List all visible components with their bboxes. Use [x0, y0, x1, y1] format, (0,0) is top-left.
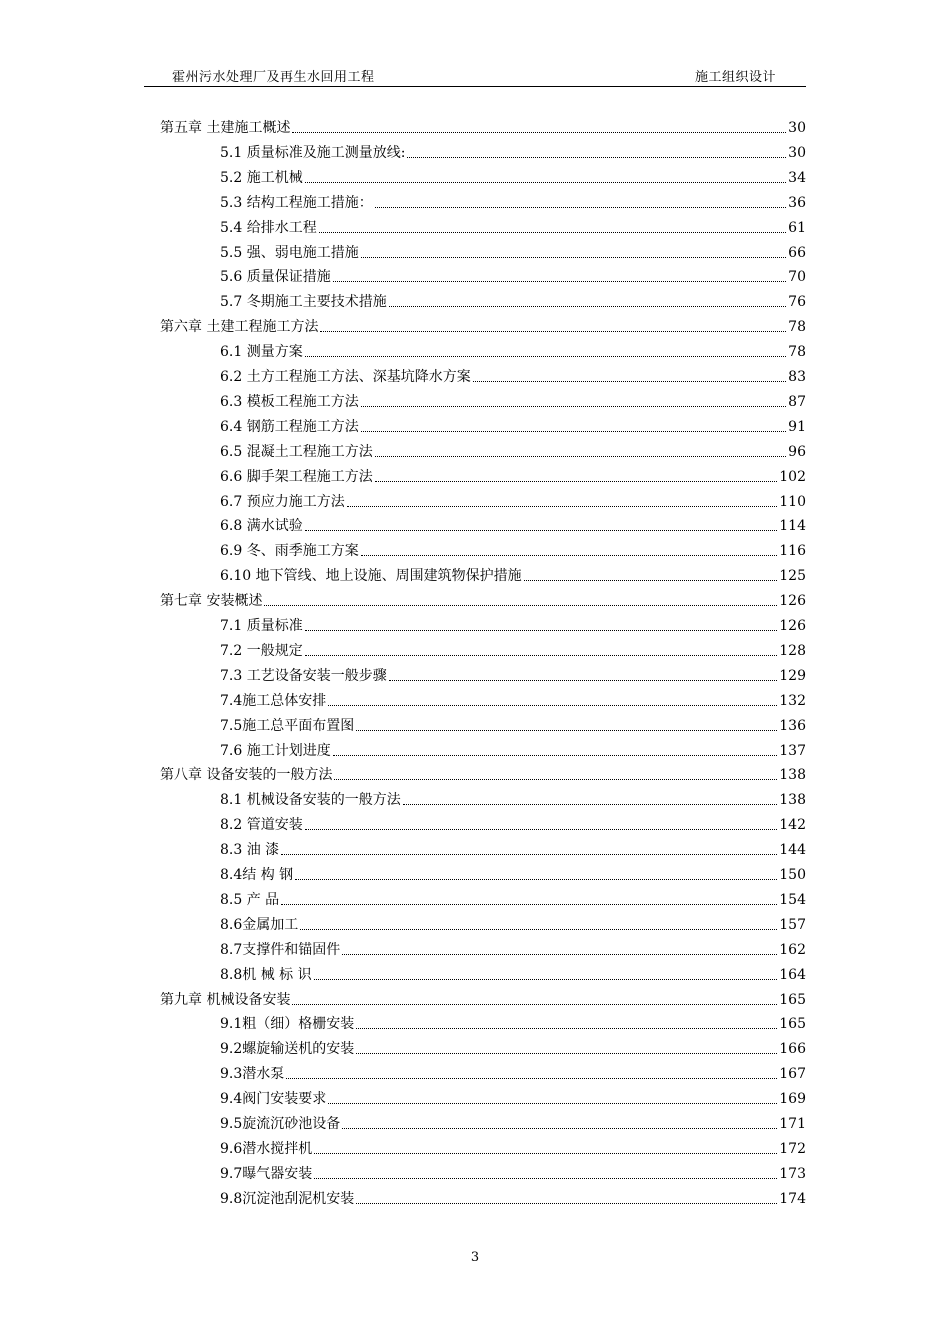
toc-section-entry[interactable]: [220, 914, 806, 934]
toc-section-entry[interactable]: [220, 291, 806, 311]
toc-dot-leader: [389, 306, 786, 307]
toc-dot-leader: [403, 804, 778, 805]
toc-entry-label: 9.7曝气器安装: [220, 1165, 313, 1182]
toc-entry-page: 61: [788, 219, 806, 236]
toc-entry-label: 9.4阀门安装要求: [220, 1091, 327, 1108]
toc-entry-label: 7.1 质量标准: [220, 618, 303, 634]
toc-dot-leader: [320, 331, 786, 332]
toc-entry-label: 8.8机 械 标 识: [220, 966, 312, 983]
toc-section-entry[interactable]: [220, 466, 806, 486]
toc-entry-label: 6.1 测量方案: [220, 344, 303, 361]
toc-section-entry[interactable]: [220, 715, 806, 735]
toc-entry-page: 165: [779, 991, 806, 1008]
toc-entry-label: 第五章 土建施工概述: [160, 120, 291, 136]
toc-entry-label: 5.5 强、弱电施工措施: [220, 244, 359, 261]
toc-entry-page: 162: [779, 941, 806, 958]
toc-entry-page: 142: [779, 817, 806, 834]
toc-entry-page: 87: [788, 393, 806, 410]
toc-dot-leader: [473, 381, 786, 382]
toc-section-entry[interactable]: [220, 242, 806, 262]
toc-entry-label: 7.3 工艺设备安装一般步骤: [220, 667, 387, 684]
toc-entry-label: 8.3 油 漆: [220, 842, 280, 859]
toc-dot-leader: [356, 730, 777, 731]
toc-entry-label: 6.10 地下管线、地上设施、周围建筑物保护措施: [220, 568, 522, 585]
toc-entry-label: 6.2 土方工程施工方法、深基坑降水方案: [220, 369, 471, 385]
toc-entry-page: 126: [779, 618, 806, 634]
toc-section-entry[interactable]: [220, 1063, 806, 1083]
toc-entry-page: 76: [788, 294, 806, 311]
toc-entry-label: 6.4 钢筋工程施工方法: [220, 418, 359, 435]
toc-section-entry[interactable]: [220, 142, 806, 162]
toc-dot-leader: [305, 829, 778, 830]
toc-entry-label: 7.5施工总平面布置图: [220, 717, 355, 734]
page-number: 3: [470, 1250, 480, 1265]
toc-entry-label: 9.8沉淀池刮泥机安装: [220, 1190, 355, 1207]
toc-dot-leader: [314, 979, 778, 980]
toc-section-entry[interactable]: [220, 1038, 806, 1058]
toc-dot-leader: [334, 779, 777, 780]
toc-entry-page: 144: [779, 842, 806, 859]
toc-dot-leader: [361, 555, 778, 556]
toc-section-entry[interactable]: [220, 814, 806, 834]
toc-dot-leader: [281, 904, 777, 905]
toc-entry-page: 70: [788, 269, 806, 286]
toc-dot-leader: [375, 481, 778, 482]
toc-section-entry[interactable]: [220, 1013, 806, 1033]
toc-section-entry[interactable]: [220, 565, 806, 585]
toc-dot-leader: [375, 456, 786, 457]
toc-entry-label: 5.4 给排水工程: [220, 219, 317, 236]
toc-entry-page: 116: [779, 543, 806, 560]
toc-dot-leader: [389, 680, 778, 681]
toc-entry-page: 83: [788, 369, 806, 385]
document-type: 施工组织设计: [694, 70, 776, 85]
toc-dot-leader: [305, 356, 786, 357]
toc-chapter-entry[interactable]: [160, 764, 806, 784]
toc-section-entry[interactable]: [220, 615, 806, 635]
toc-entry-label: 8.2 管道安装: [220, 817, 303, 834]
toc-entry-label: 5.7 冬期施工主要技术措施: [220, 294, 387, 311]
toc-entry-page: 136: [779, 717, 806, 734]
toc-dot-leader: [375, 207, 786, 208]
toc-entry-page: 30: [788, 120, 806, 136]
toc-entry-label: 9.6潜水搅拌机: [220, 1140, 313, 1157]
toc-entry-page: 167: [779, 1066, 806, 1083]
toc-entry-label: 7.6 施工计划进度: [220, 742, 331, 759]
toc-dot-leader: [328, 1103, 777, 1104]
toc-entry-page: 36: [788, 194, 806, 211]
toc-entry-page: 110: [779, 493, 806, 510]
toc-entry-page: 126: [779, 593, 806, 610]
toc-dot-leader: [328, 705, 777, 706]
toc-entry-page: 166: [779, 1041, 806, 1058]
toc-entry-label: 第八章 设备安装的一般方法: [160, 767, 333, 784]
toc-dot-leader: [333, 755, 778, 756]
toc-entry-label: 5.3 结构工程施工措施：: [220, 194, 373, 211]
toc-entry-label: 第六章 土建工程施工方法: [160, 319, 319, 336]
toc-entry-label: 8.6金属加工: [220, 916, 299, 933]
toc-dot-leader: [314, 1153, 777, 1154]
toc-section-entry[interactable]: [220, 341, 806, 361]
toc-section-entry[interactable]: [220, 266, 806, 286]
toc-section-entry[interactable]: [220, 416, 806, 436]
toc-dot-leader: [292, 1004, 777, 1005]
toc-entry-page: 174: [779, 1190, 806, 1207]
toc-section-entry[interactable]: [220, 167, 806, 187]
toc-section-entry[interactable]: [220, 366, 806, 386]
toc-entry-page: 114: [779, 518, 806, 535]
toc-entry-label: 9.2螺旋输送机的安装: [220, 1041, 355, 1058]
toc-dot-leader: [305, 630, 778, 631]
toc-dot-leader: [286, 1078, 777, 1079]
toc-section-entry[interactable]: [220, 515, 806, 535]
toc-entry-page: 78: [788, 319, 806, 336]
toc-entry-page: 132: [779, 692, 806, 709]
project-title: 霍州污水处理厂及再生水回用工程: [172, 70, 375, 85]
toc-section-entry[interactable]: [220, 1113, 806, 1133]
toc-entry-label: 8.4结 构 钢: [220, 867, 294, 883]
toc-entry-page: 78: [788, 344, 806, 361]
toc-entry-page: 138: [779, 767, 806, 784]
toc-section-entry[interactable]: [220, 540, 806, 560]
toc-dot-leader: [264, 605, 777, 606]
toc-entry-label: 8.5 产 品: [220, 891, 280, 908]
toc-dot-leader: [314, 1178, 777, 1179]
toc-entry-page: 102: [779, 468, 806, 485]
toc-entry-label: 6.8 满水试验: [220, 518, 303, 535]
toc-entry-page: 171: [779, 1116, 806, 1132]
toc-dot-leader: [319, 232, 786, 233]
toc-dot-leader: [333, 281, 786, 282]
toc-dot-leader: [407, 157, 786, 158]
toc-entry-label: 9.5旋流沉砂池设备: [220, 1116, 341, 1132]
toc-entry-label: 9.1粗（细）格栅安装: [220, 1016, 355, 1033]
page-header: [144, 62, 806, 87]
toc-section-entry[interactable]: [220, 640, 806, 660]
toc-entry-page: 150: [779, 867, 806, 883]
toc-dot-leader: [300, 929, 777, 930]
toc-entry-label: 7.4施工总体安排: [220, 692, 327, 709]
toc-entry-page: 154: [779, 891, 806, 908]
toc-entry-page: 91: [788, 418, 806, 435]
toc-entry-page: 96: [788, 443, 806, 460]
toc-section-entry[interactable]: [220, 964, 806, 984]
toc-entry-label: 第七章 安装概述: [160, 593, 263, 610]
toc-entry-label: 7.2 一般规定: [220, 642, 303, 659]
toc-section-entry[interactable]: [220, 789, 806, 809]
toc-dot-leader: [281, 854, 777, 855]
toc-entry-page: 30: [788, 144, 806, 161]
toc-entry-page: 34: [788, 169, 806, 186]
toc-section-entry[interactable]: [220, 864, 806, 884]
toc-entry-label: 6.5 混凝土工程施工方法: [220, 443, 373, 460]
toc-section-entry[interactable]: [220, 690, 806, 710]
toc-section-entry[interactable]: [220, 1188, 806, 1208]
toc-dot-leader: [361, 431, 786, 432]
toc-section-entry[interactable]: [220, 217, 806, 237]
toc-section-entry[interactable]: [220, 1088, 806, 1108]
toc-chapter-entry[interactable]: [160, 590, 806, 610]
toc-dot-leader: [342, 1128, 777, 1129]
toc-entry-label: 第九章 机械设备安装: [160, 991, 291, 1008]
toc-section-entry[interactable]: [220, 192, 806, 212]
toc-dot-leader: [361, 257, 786, 258]
toc-entry-label: 8.1 机械设备安装的一般方法: [220, 792, 401, 809]
toc-entry-label: 6.3 模板工程施工方法: [220, 393, 359, 410]
toc-dot-leader: [305, 182, 786, 183]
toc-entry-label: 5.1 质量标准及施工测量放线:: [220, 144, 406, 161]
toc-section-entry[interactable]: [220, 839, 806, 859]
toc-entry-page: 157: [779, 916, 806, 933]
toc-section-entry[interactable]: [220, 1138, 806, 1158]
toc-entry-label: 6.7 预应力施工方法: [220, 493, 345, 510]
toc-dot-leader: [347, 506, 778, 507]
toc-entry-page: 66: [788, 244, 806, 261]
toc-dot-leader: [295, 879, 777, 880]
toc-entry-label: 6.6 脚手架工程施工方法: [220, 468, 373, 485]
toc-dot-leader: [356, 1053, 777, 1054]
toc-entry-page: 165: [779, 1016, 806, 1033]
toc-entry-label: 6.9 冬、雨季施工方案: [220, 543, 359, 560]
toc-dot-leader: [356, 1028, 777, 1029]
toc-entry-page: 169: [779, 1091, 806, 1108]
toc-dot-leader: [342, 954, 777, 955]
toc-dot-leader: [524, 580, 778, 581]
toc-dot-leader: [305, 530, 778, 531]
toc-section-entry[interactable]: [220, 491, 806, 511]
toc-dot-leader: [305, 655, 778, 656]
toc-section-entry[interactable]: [220, 939, 806, 959]
toc-entry-label: 9.3潜水泵: [220, 1066, 285, 1083]
toc-entry-page: 164: [779, 966, 806, 983]
toc-chapter-entry[interactable]: [160, 989, 806, 1009]
toc-entry-page: 137: [779, 742, 806, 759]
toc-dot-leader: [361, 406, 786, 407]
toc-entry-page: 172: [779, 1140, 806, 1157]
toc-entry-label: 5.2 施工机械: [220, 169, 303, 186]
toc-chapter-entry[interactable]: [160, 316, 806, 336]
toc-chapter-entry[interactable]: [160, 117, 806, 137]
toc-entry-label: 5.6 质量保证措施: [220, 269, 331, 286]
toc-dot-leader: [356, 1203, 777, 1204]
toc-entry-page: 125: [779, 568, 806, 585]
toc-section-entry[interactable]: [220, 740, 806, 760]
toc-entry-page: 129: [779, 667, 806, 684]
toc-section-entry[interactable]: [220, 1163, 806, 1183]
toc-dot-leader: [292, 132, 786, 133]
toc-entry-page: 173: [779, 1165, 806, 1182]
toc-section-entry[interactable]: [220, 441, 806, 461]
toc-section-entry[interactable]: [220, 665, 806, 685]
toc-entry-page: 138: [779, 792, 806, 809]
toc-section-entry[interactable]: [220, 391, 806, 411]
toc-section-entry[interactable]: [220, 889, 806, 909]
toc-entry-label: 8.7支撑件和锚固件: [220, 941, 341, 958]
toc-entry-page: 128: [779, 642, 806, 659]
